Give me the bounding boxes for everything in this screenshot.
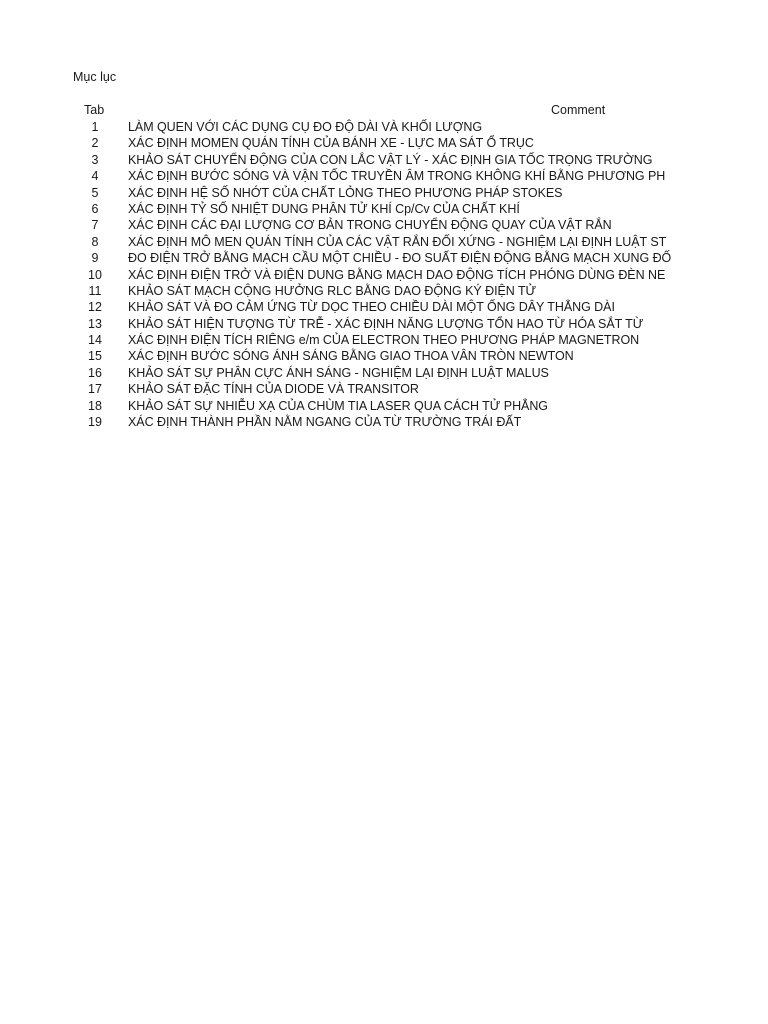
tab-number: 14 bbox=[88, 333, 102, 348]
comment-text: KHẢO SÁT HIỆN TƯỢNG TỪ TRỄ - XÁC ĐỊNH NĂNG LƯỢNG TỔN HAO TỪ HÓA SẮT TỪ bbox=[128, 316, 644, 331]
tab-number: 6 bbox=[91, 201, 99, 216]
column-header-comment: Comment bbox=[551, 103, 606, 117]
comment-text: XÁC ĐỊNH ĐIỆN TÍCH RIÊNG e/m CỦA ELECTRON THEO PHƯƠNG PHÁP MAGNETRON bbox=[128, 333, 640, 348]
tab-number: 9 bbox=[91, 251, 99, 266]
comment-text: KHẢO SÁT MẠCH CỘNG HƯỞNG RLC BẰNG DAO ĐỘNG KÝ ĐIỆN TỬ bbox=[128, 283, 537, 298]
table-row[interactable] bbox=[0, 185, 768, 201]
tab-number: 19 bbox=[88, 415, 102, 430]
tab-number: 10 bbox=[88, 267, 102, 282]
comment-text: KHẢO SÁT SỰ NHIỄU XẠ CỦA CHÙM TIA LASER QUA CÁCH TỬ PHẲNG bbox=[128, 398, 548, 413]
comment-text: XÁC ĐỊNH MOMEN QUÁN TÍNH CỦA BÁNH XE - LỰC MA SÁT Ổ TRỤC bbox=[128, 136, 534, 151]
tab-number: 1 bbox=[91, 120, 99, 134]
comment-text: XÁC ĐỊNH CÁC ĐẠI LƯỢNG CƠ BẢN TRONG CHUYỂN ĐỘNG QUAY CỦA VẬT RẮN bbox=[128, 218, 612, 233]
tab-number: 4 bbox=[91, 169, 99, 184]
page-title: Mục lục bbox=[73, 70, 117, 84]
table-row[interactable] bbox=[0, 152, 768, 168]
tab-number: 17 bbox=[88, 382, 102, 397]
table-row[interactable] bbox=[0, 414, 768, 430]
tab-number: 12 bbox=[88, 300, 102, 315]
tab-number: 11 bbox=[88, 283, 102, 298]
table-row[interactable] bbox=[0, 250, 768, 266]
comment-text: XÁC ĐỊNH HỆ SỐ NHỚT CỦA CHẤT LỎNG THEO PHƯƠNG PHÁP STOKES bbox=[128, 185, 563, 200]
comment-text: KHẢO SÁT ĐẶC TÍNH CỦA DIODE VÀ TRANSITOR bbox=[128, 382, 419, 397]
table-row[interactable] bbox=[0, 381, 768, 397]
table-row[interactable] bbox=[0, 201, 768, 217]
table-row[interactable] bbox=[0, 348, 768, 364]
comment-text: ĐO ĐIỆN TRỞ BẰNG MẠCH CẦU MỘT CHIỀU - ĐO SUẤT ĐIỆN ĐỘNG BẰNG MẠCH XUNG ĐỐ bbox=[128, 251, 672, 266]
table-row[interactable] bbox=[0, 217, 768, 233]
table-row[interactable] bbox=[0, 316, 768, 332]
table-row[interactable] bbox=[0, 283, 768, 299]
comment-text: KHẢO SÁT SỰ PHÂN CỰC ÁNH SÁNG - NGHIỆM LẠI ĐỊNH LUẬT MALUS bbox=[128, 365, 549, 380]
tab-number: 18 bbox=[88, 398, 102, 413]
table-header bbox=[0, 102, 768, 119]
tab-number: 13 bbox=[88, 316, 102, 331]
table-row[interactable] bbox=[0, 299, 768, 315]
table-of-contents bbox=[0, 102, 768, 430]
table-row[interactable] bbox=[0, 332, 768, 348]
tab-number: 3 bbox=[91, 152, 99, 167]
table-row[interactable] bbox=[0, 365, 768, 381]
table-row[interactable] bbox=[0, 168, 768, 184]
tab-number: 16 bbox=[88, 365, 102, 380]
tab-number: 5 bbox=[91, 185, 99, 200]
table-row[interactable] bbox=[0, 135, 768, 151]
comment-text: XÁC ĐỊNH MÔ MEN QUÁN TÍNH CỦA CÁC VẬT RẮN ĐỐI XỨNG - NGHIỆM LẠI ĐỊNH LUẬT ST bbox=[128, 234, 667, 249]
comment-text: LÀM QUEN VỚI CÁC DỤNG CỤ ĐO ĐỘ DÀI VÀ KHỐI LƯỢNG bbox=[128, 120, 483, 134]
comment-text: KHẢO SÁT VÀ ĐO CẢM ỨNG TỪ DỌC THEO CHIỀU DÀI MỘT ỐNG DÂY THẲNG DÀI bbox=[128, 300, 615, 315]
tab-number: 8 bbox=[91, 234, 99, 249]
table-row[interactable] bbox=[0, 119, 768, 135]
tab-number: 2 bbox=[91, 136, 99, 151]
comment-text: XÁC ĐỊNH BƯỚC SÓNG ÁNH SÁNG BẰNG GIAO THOA VÂN TRÒN NEWTON bbox=[128, 349, 574, 364]
comment-text: XÁC ĐỊNH TỶ SỐ NHIỆT DUNG PHÂN TỬ KHÍ Cp/Cv CỦA CHẤT KHÍ bbox=[128, 201, 520, 216]
comment-text: XÁC ĐỊNH THÀNH PHẦN NẰM NGANG CỦA TỪ TRƯỜNG TRÁI ĐẤT bbox=[128, 415, 522, 430]
column-header-tab: Tab bbox=[84, 103, 105, 117]
table-row[interactable] bbox=[0, 234, 768, 250]
table-row[interactable] bbox=[0, 398, 768, 414]
comment-text: XÁC ĐỊNH BƯỚC SÓNG VÀ VẬN TỐC TRUYỀN ÂM TRONG KHÔNG KHÍ BẰNG PHƯƠNG PH bbox=[128, 169, 666, 184]
table-body bbox=[0, 119, 768, 430]
comment-text: KHẢO SÁT CHUYỂN ĐỘNG CỦA CON LẮC VẬT LÝ - XÁC ĐỊNH GIA TỐC TRỌNG TRƯỜNG bbox=[128, 152, 653, 167]
tab-number: 7 bbox=[91, 218, 99, 233]
comment-text: XÁC ĐỊNH ĐIỆN TRỞ VÀ ĐIỆN DUNG BẰNG MẠCH DAO ĐỘNG TÍCH PHÓNG DÙNG ĐÈN NE bbox=[128, 267, 666, 282]
tab-number: 15 bbox=[88, 349, 102, 364]
table-row[interactable] bbox=[0, 267, 768, 283]
